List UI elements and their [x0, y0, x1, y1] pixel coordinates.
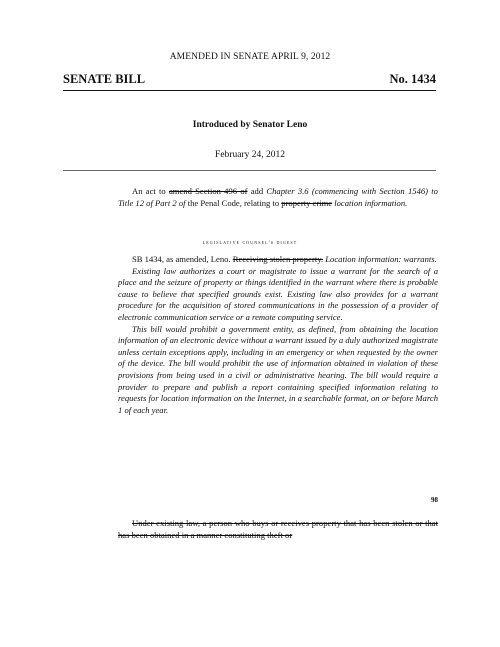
- digest-sb-line: SB 1434, as amended, Leno. Receiving stolen property. Location information: warrants.: [132, 254, 437, 264]
- bill-title: An act to amend Section 496 of add Chapter 3.6 (commencing with Section 1546) to Title 12 of Part 2 of the Penal Code, relating to property crime location information.: [118, 186, 438, 208]
- digest-paragraph: This bill would prohibit a government entity, as defined, from obtaining the location information of an electronic device without a warrant issued by a duly authorized magistrate unless certain exceptions apply, including in an emergency or when requested by the owner of the device. The bill would prohibit the use of information obtained in violation of these provisions from being used in a civil or administrative hearing. The bill would require a provider to prepare and publish a report containing specified information relating to requests for location information on the Internet, in a searchable format, on or before March 1 of each year.: [118, 323, 438, 415]
- introducer: Introduced by Senator Leno: [192, 120, 308, 130]
- bill-type: SENATE BILL: [63, 72, 146, 86]
- struck-paragraph: Under existing law, a person who buys or receives property that has been stolen or that has been obtained in a manner constituting theft or: [118, 518, 438, 540]
- bill-number: No. 1434: [389, 72, 436, 86]
- digest-heading: legislative counsel's digest: [202, 240, 298, 246]
- amended-notice: AMENDED IN SENATE APRIL 9, 2012: [169, 52, 331, 62]
- digest-paragraph: Existing law authorizes a court or magistrate to issue a warrant for the search of a place and the seizure of property or things identified in the warrant where there is probable cause to believe that specified grounds exist. Existing law also provides for a warrant procedure for the acquisition of stored communications in the possession of a provider of electronic communication service or a remote computing service.: [118, 265, 438, 322]
- introduced-date: February 24, 2012: [215, 150, 285, 160]
- intro-rule: [63, 170, 436, 171]
- legislative-digest: [118, 254, 438, 416]
- header-rule: [63, 90, 436, 91]
- page-number: 98: [431, 496, 438, 504]
